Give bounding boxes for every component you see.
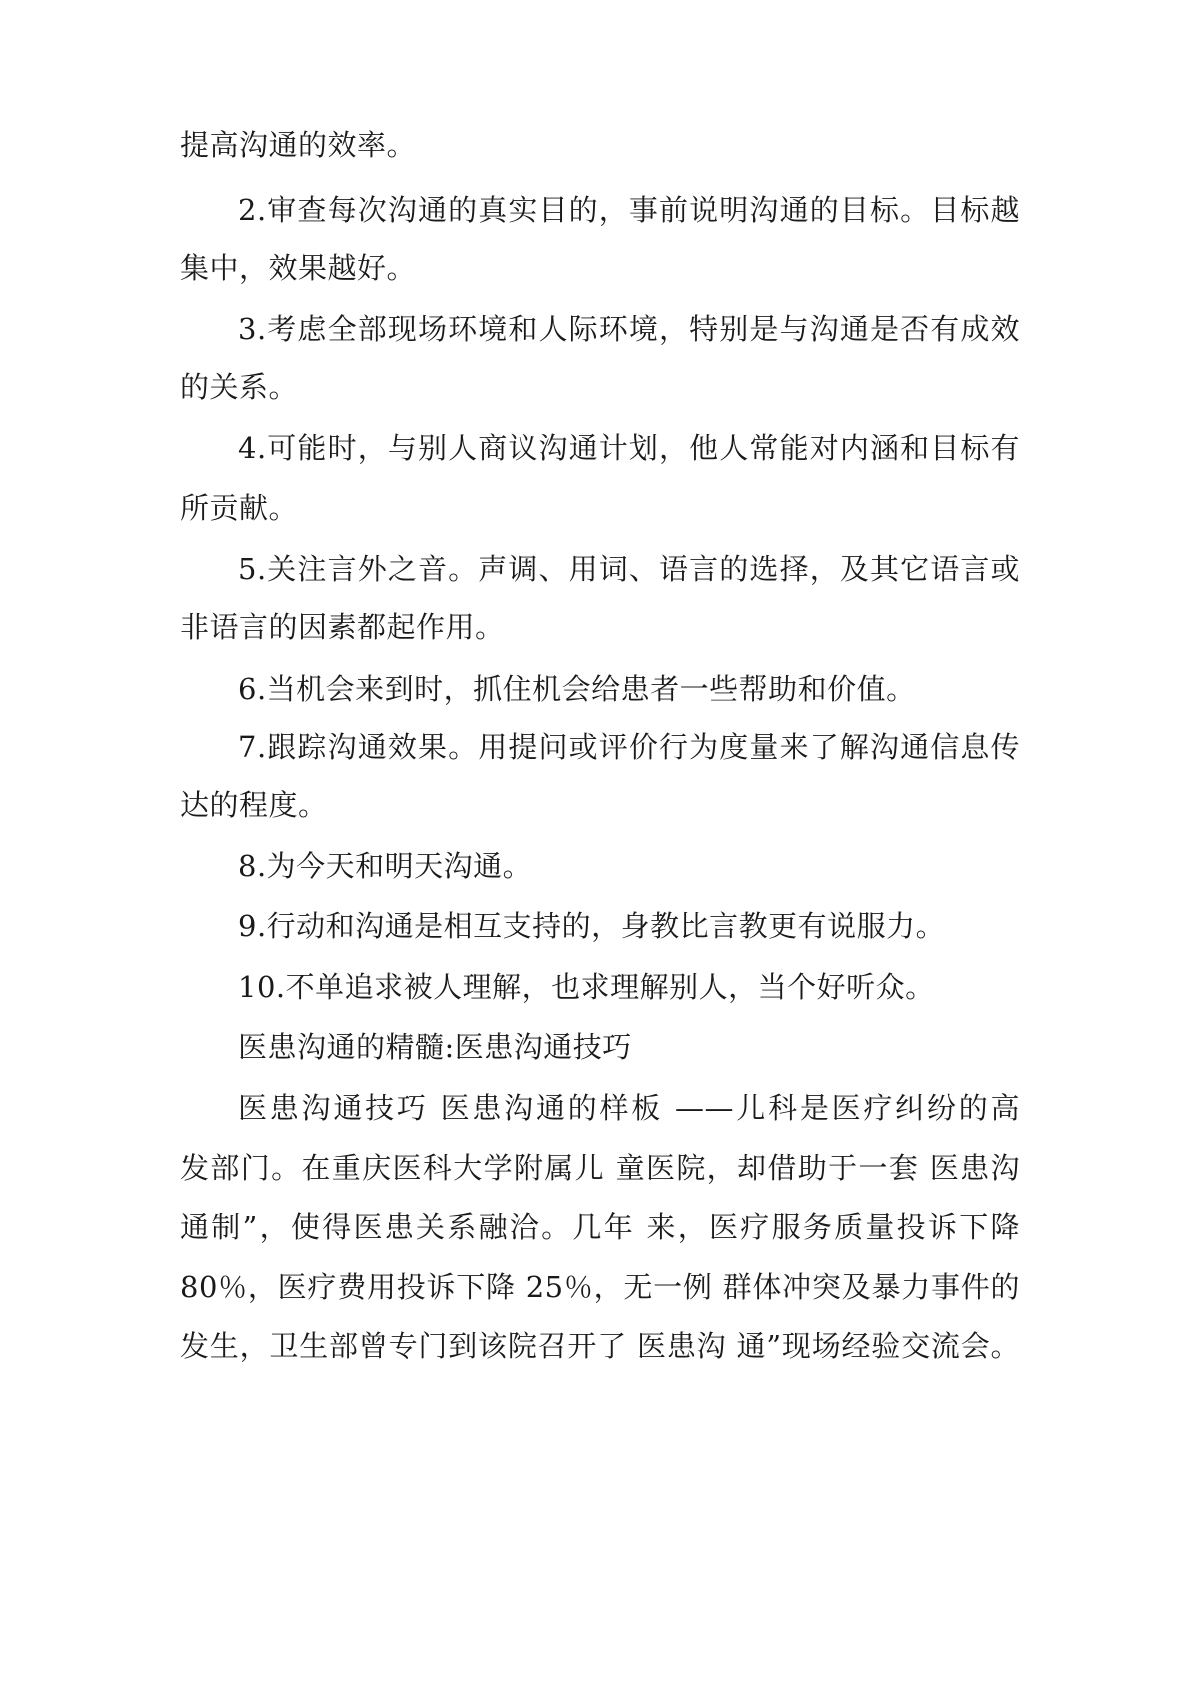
- text-line: 9.行动和沟通是相互支持的，身教比言教更有说服力。: [238, 909, 946, 943]
- text-line: 6.当机会来到时，抓住机会给患者一些帮助和价值。: [238, 672, 916, 706]
- text-line: 所贡献。: [180, 491, 299, 525]
- text-line: 非语言的因素都起作用。: [180, 610, 505, 644]
- text-line: 5.关注言外之音。声调、用词、语言的选择，及其它语言或: [238, 552, 1020, 586]
- text-line: 7.跟踪沟通效果。用提问或评价行为度量来了解沟通信息传: [238, 730, 1020, 764]
- text-line: 80％，医疗费用投诉下降 25％，无一例 群体冲突及暴力事件的: [180, 1270, 1020, 1304]
- text-line: 4.可能时，与别人商议沟通计划，他人常能对内涵和目标有: [238, 431, 1020, 465]
- text-line: 发部门。在重庆医科大学附属儿 童医院，却借助于一套 医患沟: [180, 1151, 1020, 1185]
- text-line: 集中，效果越好。: [180, 251, 417, 285]
- text-line: 的关系。: [180, 370, 299, 404]
- text-line: 10.不单追求被人理解，也求理解别人，当个好听众。: [238, 970, 935, 1004]
- section-heading: 医患沟通的精髓:医患沟通技巧: [238, 1030, 632, 1064]
- text-line: 发生，卫生部曾专门到该院召开了 医患沟 通”现场经验交流会。: [180, 1329, 1020, 1363]
- text-line: 2.审查每次沟通的真实目的，事前说明沟通的目标。目标越: [238, 193, 1020, 227]
- text-line: 提高沟通的效率。: [180, 128, 417, 162]
- text-line: 达的程度。: [180, 788, 328, 822]
- text-line: 8.为今天和明天沟通。: [238, 849, 533, 883]
- text-line: 医患沟通技巧 医患沟通的样板 ——儿科是医疗纠纷的高: [238, 1091, 1020, 1125]
- text-line: 3.考虑全部现场环境和人际环境，特别是与沟通是否有成效: [238, 312, 1020, 346]
- text-line: 通制”，使得医患关系融洽。几年 来，医疗服务质量投诉下降: [180, 1210, 1020, 1244]
